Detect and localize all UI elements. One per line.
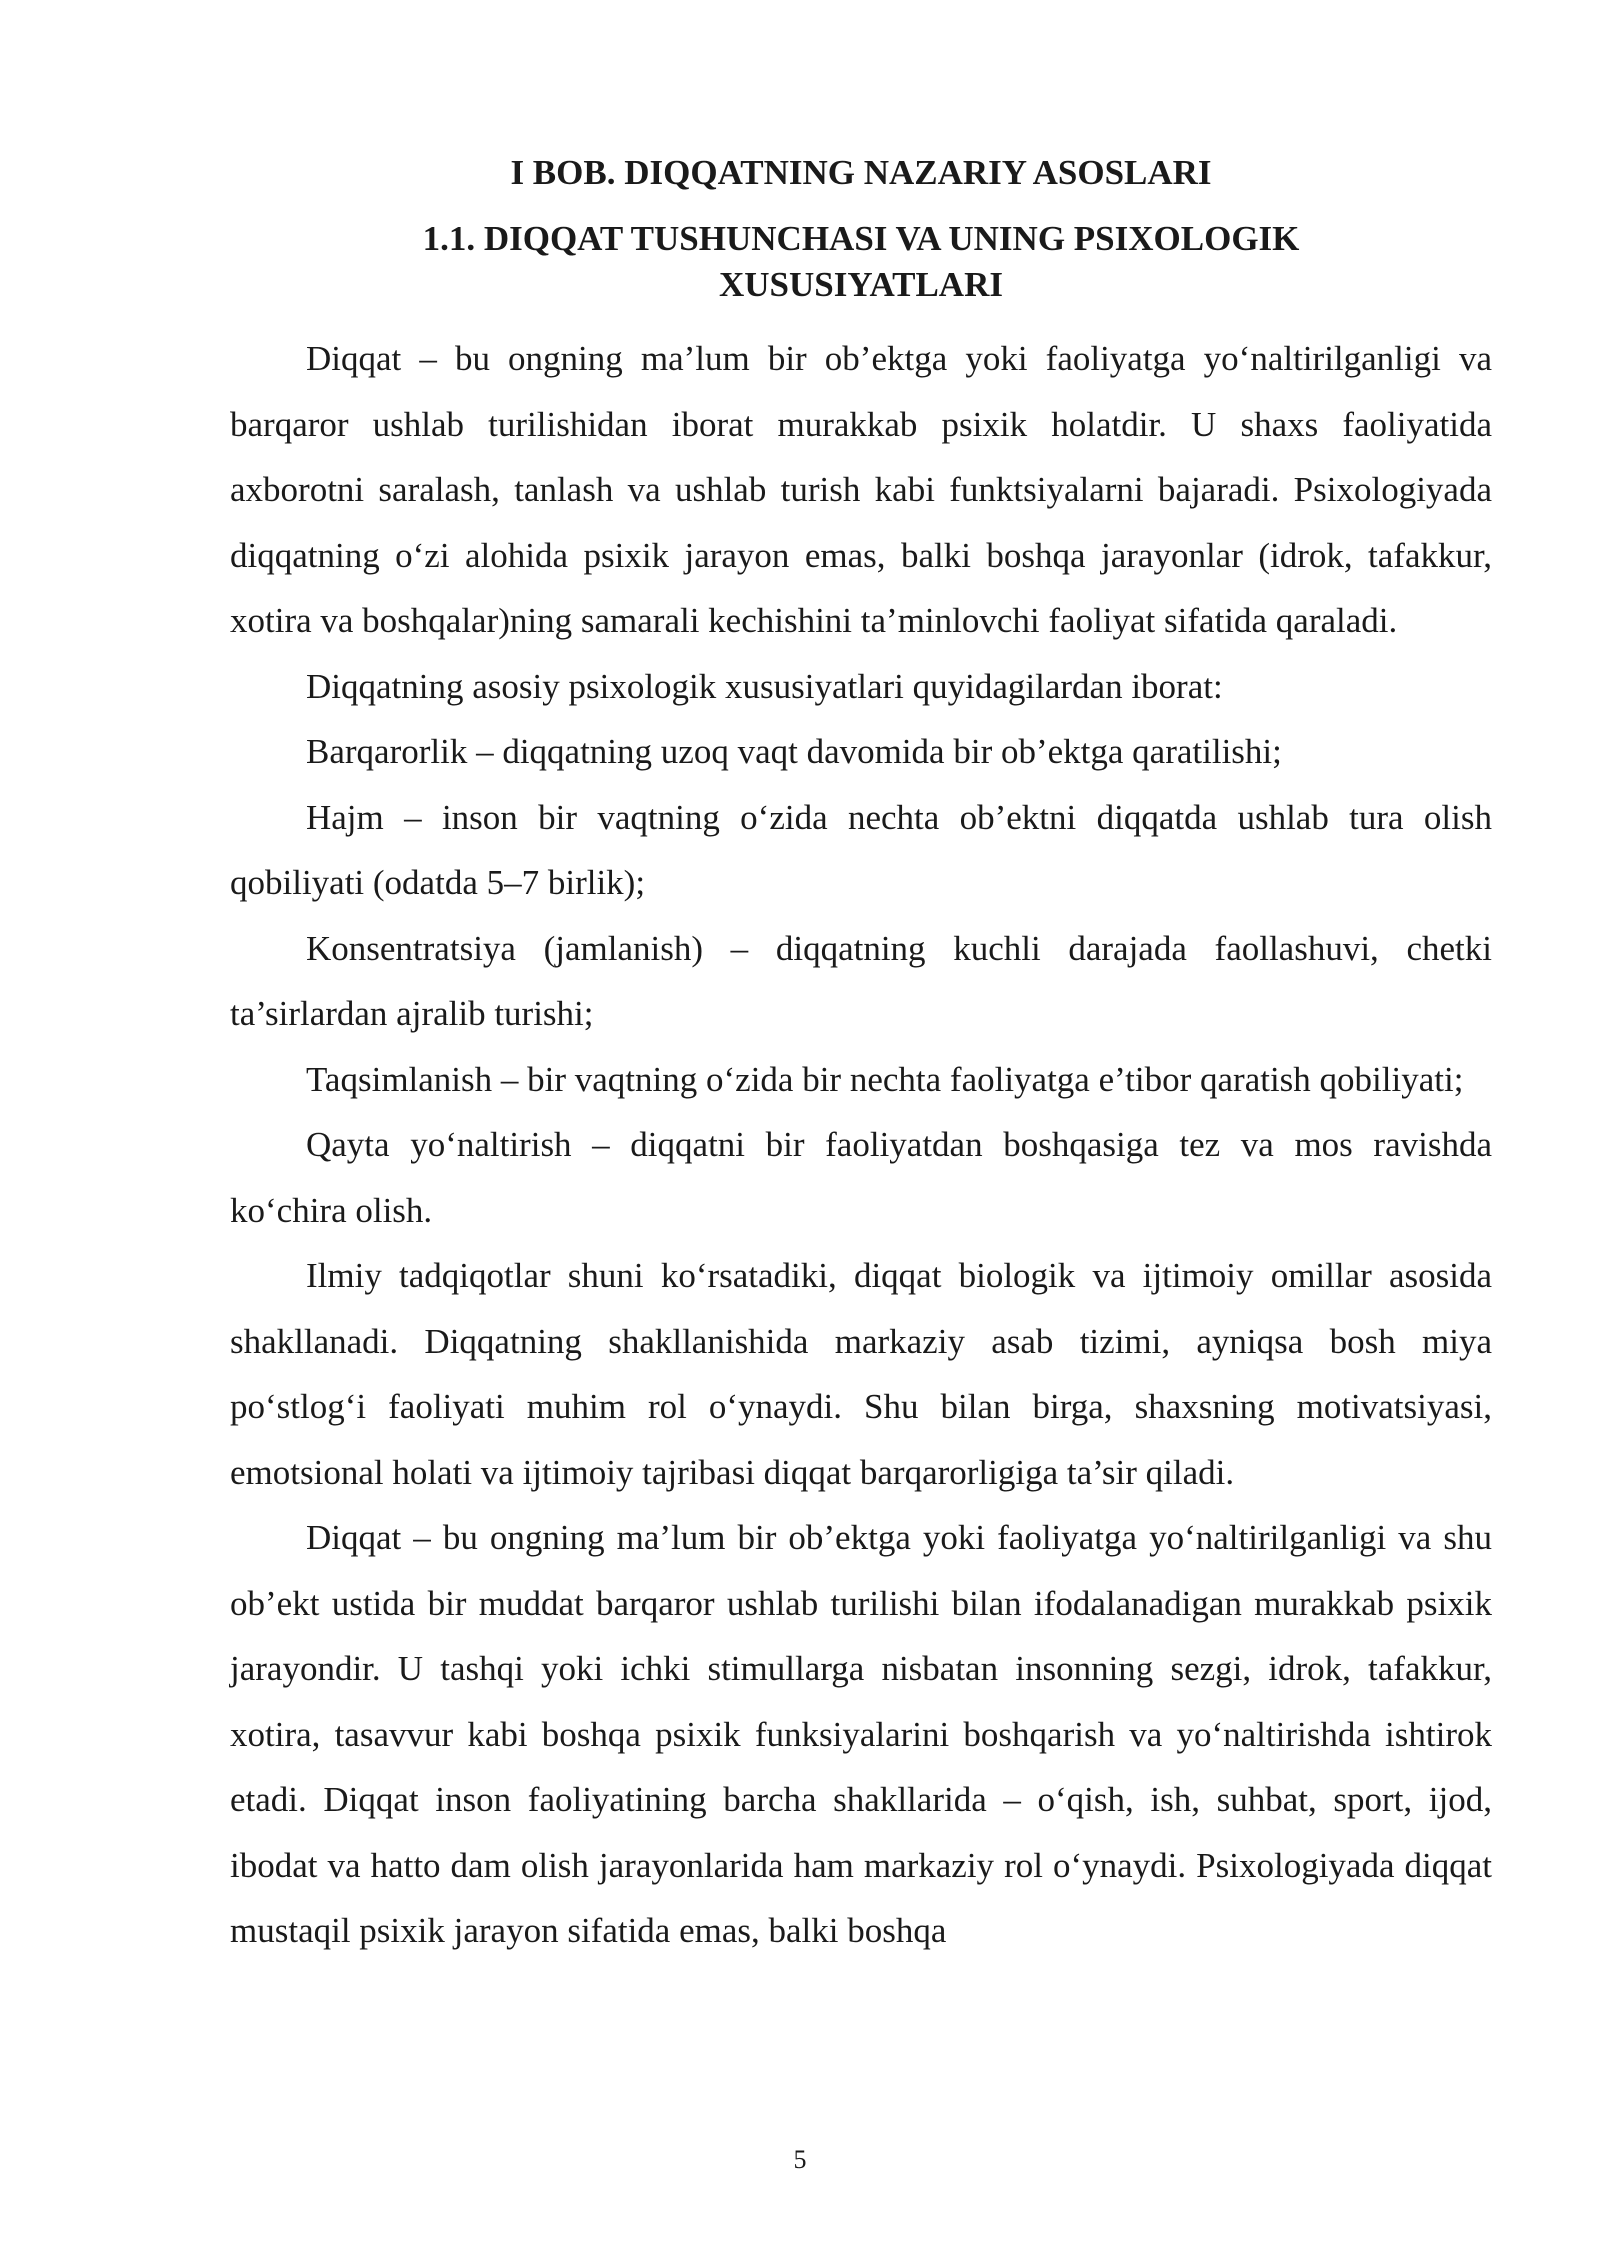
list-item-paragraph: Qayta yo‘naltirish – diqqatni bir faoliyatdan boshqasiga tez va mos ravishda ko‘chira olish. — [230, 1125, 1492, 1230]
section-title — [230, 216, 1492, 308]
list-item-paragraph: Konsentratsiya (jamlanish) – diqqatning kuchli darajada faollashuvi, chetki ta’sirlardan ajralib turishi; — [230, 928, 1492, 1033]
chapter-title: I BOB. DIQQATNING NAZARIY ASOSLARI — [510, 153, 1212, 192]
paragraph: Diqqat – bu ongning ma’lum bir ob’ektga yoki faoliyatga yo‘naltirilganligi va shu ob’ekt ustida bir muddat barqaror ushlab turilishi bilan ifodalanadigan murakkab psixik jarayondir. U tashqi yoki ichki stimullarga nisbatan insonning sezgi, idrok, tafakkur, xotira, tasavvur kabi boshqa psixik funksiyalarini boshqarish va yo‘naltirishda ishtirok etadi. Diqqat inson faoliyatining barcha shakllarida – o‘qish, ish, suhbat, sport, ijod, ibodat va hatto dam olish jarayonlarida ham markaziy rol o‘ynaydi. Psixologiyada diqqat mustaqil psixik jarayon sifatida emas, balki boshqa — [230, 1518, 1492, 1950]
paragraph: Diqqatning asosiy psixologik xususiyatlari quyidagilardan iborat: — [306, 666, 1223, 706]
list-item-paragraph: Barqarorlik – diqqatning uzoq vaqt davomida bir ob’ektga qaratilishi; — [306, 732, 1282, 771]
page-content — [230, 150, 1492, 1964]
page-number: 5 — [793, 2145, 807, 2174]
list-item-paragraph: Hajm – inson bir vaqtning o‘zida nechta ob’ektni diqqatda ushlab tura olish qobiliyati (odatda 5–7 birlik); — [230, 797, 1492, 902]
list-item-paragraph: Taqsimlanish – bir vaqtning o‘zida bir nechta faoliyatga e’tibor qaratish qobiliyati; — [306, 1059, 1464, 1099]
section-title-text: 1.1. DIQQAT TUSHUNCHASI VA UNING PSIXOLOGIK XUSUSIYATLARI — [422, 219, 1300, 304]
paragraph: Ilmiy tadqiqotlar shuni ko‘rsatadiki, diqqat biologik va ijtimoiy omillar asosida shakllanadi. Diqqatning shakllanishida markaziy asab tizimi, ayniqsa bosh miya po‘stlog‘i faoliyati muhim rol o‘ynaydi. Shu bilan birga, shaxsning motivatsiyasi, emotsional holati va ijtimoiy tajribasi diqqat barqarorligiga ta’sir qiladi. — [230, 1256, 1492, 1492]
paragraph: Diqqat – bu ongning ma’lum bir ob’ektga yoki faoliyatga yo‘naltirilganligi va barqaror ushlab turilishidan iborat murakkab psixik holatdir. U shaxs faoliyatida axborotni saralash, tanlash va ushlab turish kabi funktsiyalarni bajaradi. Psixologiyada diqqatning o‘zi alohida psixik jarayon emas, balki boshqa jarayonlar (idrok, tafakkur, xotira va boshqalar)ning samarali kechishini ta’minlovchi faoliyat sifatida qaraladi. — [230, 339, 1492, 640]
